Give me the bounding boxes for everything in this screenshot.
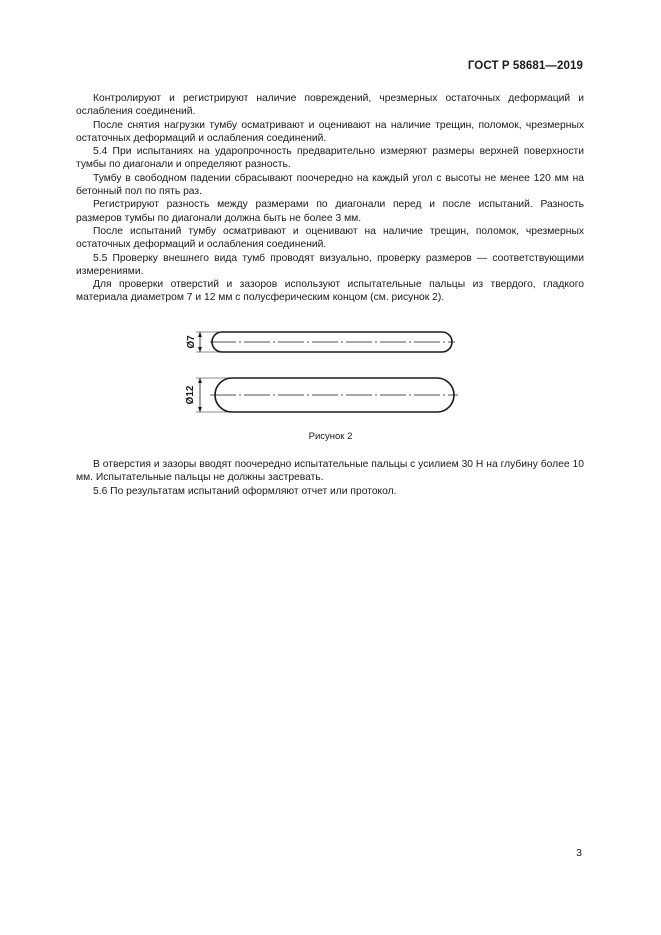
page-number: 3	[576, 847, 582, 859]
dimension-label-12: Ø12	[185, 385, 196, 405]
finger-large-12mm	[185, 378, 458, 412]
document-header: ГОСТ Р 58681—2019	[467, 60, 583, 72]
paragraph: После испытаний тумбу осматривают и оценивают на наличие трещин, поломок, чрезмерных остаточных деформаций и ослабления соединений.	[76, 225, 584, 251]
paragraph: 5.4 При испытаниях на ударопрочность предварительно измеряют размеры верхней поверхности тумбы по диагонали и определяют разность.	[76, 146, 584, 171]
paragraph: После снятия нагрузки тумбу осматривают и оценивают на наличие трещин, поломок, чрезмерных остаточных деформаций и ослабления соединений.	[76, 119, 584, 144]
figure-caption: Рисунок 2	[308, 431, 353, 442]
paragraph: Для проверки отверстий и зазоров используют испытательные пальцы из твердого, гладкого материала диаметром 7 и 12 мм с полусферическим концом (см. рисунок 2).	[76, 279, 584, 304]
paragraph: Тумбу в свободном падении сбрасывают поочередно на каждый угол с высоты не менее 120 мм на бетонный пол по пять раз.	[76, 172, 584, 198]
paragraph: 5.6 По результатам испытаний оформляют отчет или протокол.	[93, 485, 397, 497]
body-text-top	[76, 92, 584, 305]
paragraph: Регистрируют разность между размерами по диагонали перед и после испытаний. Разность размеров тумбы по диагонали должна быть не более 3 мм.	[76, 199, 584, 224]
finger-small-7mm	[186, 332, 455, 352]
paragraph: 5.5 Проверку внешнего вида тумб проводят визуально, проверку размеров — соответствующими измерениями.	[76, 252, 584, 277]
test-fingers-figure	[170, 322, 470, 422]
body-text-bottom	[76, 458, 584, 498]
dimension-label-7: Ø7	[186, 335, 197, 349]
paragraph: В отверстия и зазоры вводят поочередно испытательные пальцы с усилием 30 Н на глубину более 10 мм. Испытательные пальцы не должны застревать.	[76, 459, 584, 484]
paragraph: Контролируют и регистрируют наличие повреждений, чрезмерных остаточных деформаций и ослабления соединений.	[76, 93, 584, 118]
